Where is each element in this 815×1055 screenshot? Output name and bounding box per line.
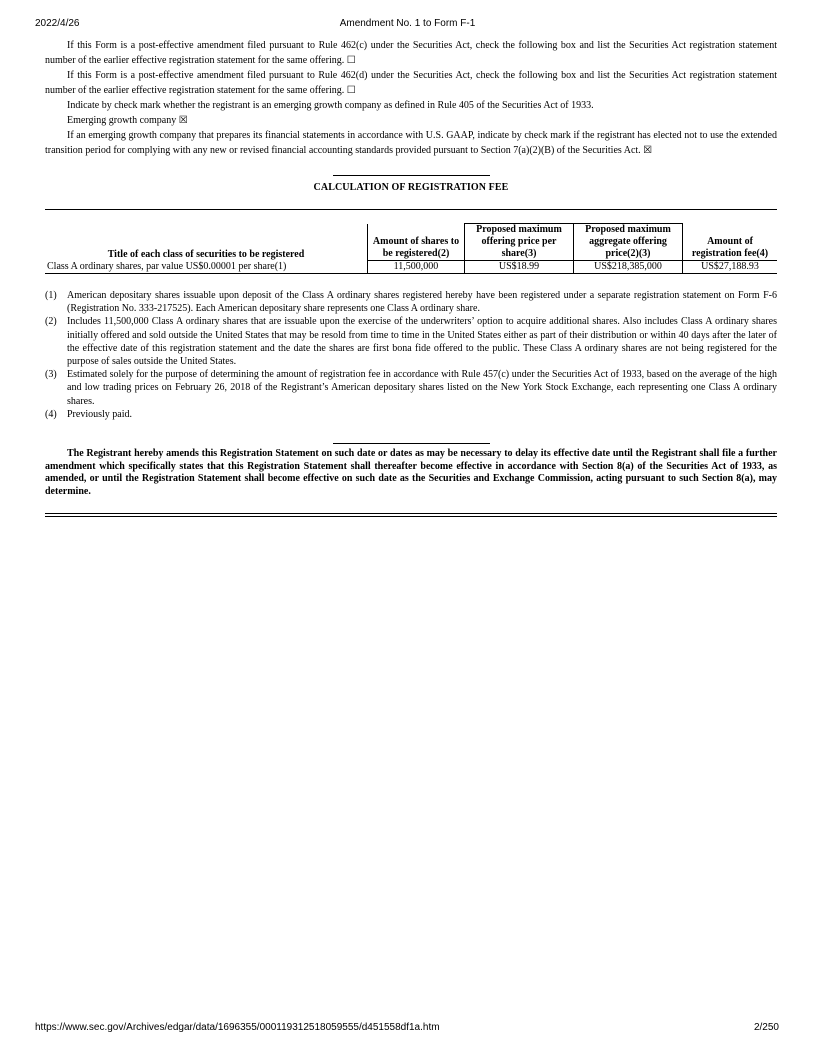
column-header-price-per-share: Proposed maximum offering price per share(3)	[465, 224, 574, 261]
footnote-text: Includes 11,500,000 Class A ordinary shares that are issuable upon the exercise of the underwriters’ option to acquire additional shares. Also includes Class A ordinary shares initially offered and sold outside the United States that may be resold from time to time in the United States either as part of their distribution or within 40 days after the later of the effective date of this registration statement and the date the shares are first bona fide offered to the public. These Class A ordinary shares are not being registered for the purpose of sales outside the United States.	[67, 316, 777, 368]
footnote-text: Previously paid.	[67, 408, 132, 420]
rule-462c-paragraph: If this Form is a post-effective amendment filed pursuant to Rule 462(c) under the Securities Act, check the following box and list the Securities Act registration statement number of the earlier effective registration statement for the same offering. ☐	[45, 40, 777, 66]
egc-checkbox-line: Emerging growth company ☒	[67, 115, 188, 126]
footnote-number: (4)	[45, 408, 57, 420]
column-header-amount-shares: Amount of shares to be registered(2)	[368, 224, 465, 261]
footnote-number: (3)	[45, 369, 57, 381]
page-number: 2/250	[753, 1022, 779, 1033]
print-date: 2022/4/26	[35, 18, 80, 29]
document-end-double-rule	[45, 513, 777, 517]
cell-amount-shares: 11,500,000	[368, 261, 465, 274]
footnote-text: Estimated solely for the purpose of determining the amount of registration fee in accordance with Rule 457(c) under the Securities Act of 1933, based on the average of the high and low trading prices on February 26, 2018 of the Registrant’s American depositary shares listed on the New York Stock Exchange, each representing one Class A ordinary shares.	[67, 369, 777, 407]
list-item	[45, 315, 777, 368]
section-divider	[333, 175, 490, 176]
egc-indicator-paragraph: Indicate by check mark whether the registrant is an emerging growth company as defined in Rule 405 of the Securities Act of 1933.	[67, 100, 594, 111]
cell-aggregate-price: US$218,385,000	[574, 261, 683, 274]
rule-462d-paragraph: If this Form is a post-effective amendment filed pursuant to Rule 462(d) under the Securities Act, check the following box and list the Securities Act registration statement number of the earlier effective registration statement for the same offering. ☐	[45, 70, 777, 96]
list-item	[45, 368, 777, 408]
cell-security-class: Class A ordinary shares, par value US$0.00001 per share(1)	[45, 261, 368, 274]
delaying-amendment-statement: The Registrant hereby amends this Registration Statement on such date or dates as may be necessary to delay its effective date until the Registrant shall file a further amendment which specifically states that this Registration Statement shall thereafter become effective in accordance with Section 8(a) of the Securities Act of 1933, as amended, or until the Registration Statement shall become effective on such date as the Securities and Exchange Commission, acting pursuant to such Section 8(a), may determine.	[45, 448, 777, 497]
list-item	[45, 408, 777, 421]
footnote-list	[45, 289, 777, 421]
column-header-aggregate-price: Proposed maximum aggregate offering price(2)(3)	[574, 224, 683, 261]
registration-fee-table	[45, 223, 777, 274]
footnote-number: (2)	[45, 316, 57, 328]
fee-section-title: CALCULATION OF REGISTRATION FEE	[313, 182, 509, 193]
transition-period-paragraph: If an emerging growth company that prepares its financial statements in accordance with U.S. GAAP, indicate by check mark if the registrant has elected not to use the extended transition period for complying with any new or revised financial accounting standards provided pursuant to Section 7(a)(2)(B) of the Securities Act. ☒	[45, 130, 777, 156]
document-body	[45, 38, 777, 517]
list-item	[45, 289, 777, 315]
column-header-registration-fee: Amount of registration fee(4)	[683, 224, 778, 261]
footnote-number: (1)	[45, 290, 57, 301]
cell-price-per-share: US$18.99	[465, 261, 574, 274]
page-header-title: Amendment No. 1 to Form F-1	[339, 18, 476, 29]
table-row	[45, 261, 777, 274]
footnote-text: American depositary shares issuable upon deposit of the Class A ordinary shares registered hereby have been registered under a separate registration statement on Form F-6 (Registration No. 333-217525). Each American depositary share represents one Class A ordinary share.	[67, 290, 777, 315]
table-top-rule	[45, 209, 777, 210]
column-header-title: Title of each class of securities to be registered	[45, 224, 368, 261]
source-url: https://www.sec.gov/Archives/edgar/data/1696355/000119312518059555/d451558df1a.htm	[35, 1022, 440, 1033]
cell-registration-fee: US$27,188.93	[683, 261, 778, 274]
